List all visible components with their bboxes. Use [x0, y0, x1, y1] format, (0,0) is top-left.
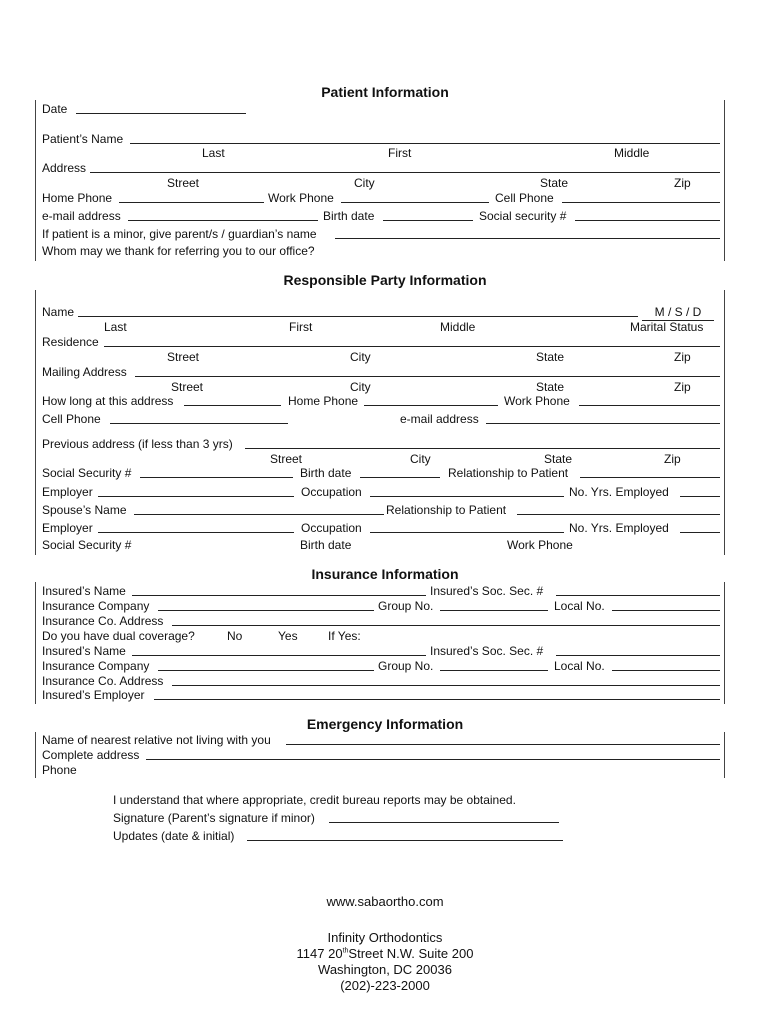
rp-name-part-last: Last	[104, 320, 127, 334]
spouse-occupation-label: Occupation	[301, 521, 362, 535]
previous-part-street: Street	[270, 452, 303, 466]
group2-no-label: Group No.	[378, 659, 434, 673]
name-part-last: Last	[202, 146, 225, 160]
street-rest: Street N.W. Suite 200	[348, 946, 474, 961]
insurance-info-section	[35, 582, 725, 704]
updates-row	[113, 829, 633, 844]
spouse-employer-field[interactable]	[98, 532, 294, 533]
rp-name-part-first: First	[289, 320, 313, 334]
mailing-address-label: Mailing Address	[42, 365, 127, 379]
updates-label: Updates (date & initial)	[113, 829, 235, 843]
address-part-state: State	[540, 176, 569, 190]
rp-employer-label: Employer	[42, 485, 93, 499]
birth-date-label: Birth date	[323, 209, 375, 223]
name-part-middle: Middle	[614, 146, 650, 160]
insured-name-label: Insured’s Name	[42, 584, 126, 598]
complete-address-label: Complete address	[42, 748, 140, 762]
work-phone-field[interactable]	[341, 202, 489, 203]
spouse-years-label: No. Yrs. Employed	[569, 521, 669, 535]
spouse-ssn-label: Social Security #	[42, 538, 132, 552]
street-ordinal: th	[342, 947, 349, 955]
insured2-ssn-field[interactable]	[556, 655, 720, 656]
emergency-info-heading: Emergency Information	[306, 716, 464, 732]
updates-field[interactable]	[247, 840, 563, 841]
previous-part-state: State	[544, 452, 573, 466]
spouse-name-label: Spouse’s Name	[42, 503, 127, 517]
dual-coverage-yes-option[interactable]: Yes	[278, 629, 298, 643]
signature-row	[113, 811, 633, 826]
marital-status-field[interactable]: M / S / D	[642, 305, 714, 321]
ssn-field[interactable]	[575, 220, 720, 221]
date-field[interactable]	[76, 113, 246, 114]
website-link[interactable]: www.sabaortho.com	[326, 894, 444, 909]
ssn-label: Social security #	[479, 209, 567, 223]
rp-ssn-label: Social Security #	[42, 466, 132, 480]
insured2-name-field[interactable]	[132, 655, 426, 656]
residence-part-city: City	[350, 350, 371, 364]
relative-field[interactable]	[286, 744, 720, 745]
signature-label: Signature (Parent’s signature if minor)	[113, 811, 315, 825]
practice-street	[0, 946, 770, 962]
insured-name-field[interactable]	[132, 595, 426, 596]
residence-label: Residence	[42, 335, 99, 349]
rp-years-field[interactable]	[680, 496, 720, 497]
patient-name-field[interactable]	[130, 143, 720, 144]
mailing-part-city: City	[350, 380, 371, 394]
insured-employer-field[interactable]	[154, 699, 720, 700]
previous-part-city: City	[410, 452, 431, 466]
home-phone-label: Home Phone	[42, 191, 113, 205]
residence-part-street: Street	[167, 350, 200, 364]
insured-ssn-label: Insured’s Soc. Sec. #	[430, 584, 544, 598]
how-long-label: How long at this address	[42, 394, 174, 408]
spouse-birth-date-label: Birth date	[300, 538, 352, 552]
insurance-company-label: Insurance Company	[42, 599, 150, 613]
rp-cell-phone-field[interactable]	[110, 423, 288, 424]
spouse-relationship-field[interactable]	[517, 514, 720, 515]
rp-email-label: e-mail address	[400, 412, 479, 426]
insurance2-co-address-label: Insurance Co. Address	[42, 674, 164, 688]
group-no-label: Group No.	[378, 599, 434, 613]
local2-no-label: Local No.	[554, 659, 605, 673]
rp-relationship-field[interactable]	[580, 477, 720, 478]
date-label: Date	[42, 102, 68, 116]
address-field[interactable]	[90, 172, 720, 173]
rp-cell-phone-label: Cell Phone	[42, 412, 101, 426]
home-phone-field[interactable]	[119, 202, 264, 203]
mailing-part-state: State	[536, 380, 565, 394]
spouse-years-field[interactable]	[680, 532, 720, 533]
insured-ssn-field[interactable]	[556, 595, 720, 596]
spouse-work-phone-label: Work Phone	[507, 538, 573, 552]
rp-work-phone-label: Work Phone	[504, 394, 570, 408]
rp-name-field[interactable]	[78, 316, 638, 317]
rp-name-part-middle: Middle	[440, 320, 476, 334]
previous-part-zip: Zip	[664, 452, 681, 466]
rp-years-label: No. Yrs. Employed	[569, 485, 669, 499]
mailing-address-field[interactable]	[135, 376, 720, 377]
insurance-info-heading: Insurance Information	[311, 566, 459, 582]
rp-ssn-field[interactable]	[140, 477, 293, 478]
referral-label: Whom may we thank for referring you to our office?	[42, 244, 315, 258]
insurance-co-address-label: Insurance Co. Address	[42, 614, 164, 628]
mailing-part-zip: Zip	[674, 380, 691, 394]
insurance2-company-field[interactable]	[158, 670, 374, 671]
practice-phone: (202)-223-2000	[340, 978, 430, 993]
local-no-label: Local No.	[554, 599, 605, 613]
credit-consent-label: I understand that where appropriate, credit bureau reports may be obtained.	[113, 793, 516, 807]
local-no-field[interactable]	[612, 610, 720, 611]
complete-address-field[interactable]	[146, 759, 720, 760]
insurance2-co-address-field[interactable]	[172, 685, 720, 686]
if-yes-label: If Yes:	[328, 629, 361, 643]
rp-employer-field[interactable]	[98, 496, 294, 497]
address-part-city: City	[354, 176, 375, 190]
insurance-company-field[interactable]	[158, 610, 374, 611]
address-part-street: Street	[167, 176, 200, 190]
name-part-first: First	[388, 146, 412, 160]
rp-email-field[interactable]	[486, 423, 720, 424]
local2-no-field[interactable]	[612, 670, 720, 671]
rp-relationship-label: Relationship to Patient	[448, 466, 569, 480]
email-field[interactable]	[128, 220, 318, 221]
rp-name-label: Name	[42, 305, 75, 319]
credit-consent-text	[113, 793, 633, 808]
guardian-label: If patient is a minor, give parent/s / guardian’s name	[42, 227, 317, 241]
address-part-zip: Zip	[674, 176, 691, 190]
previous-address-field[interactable]	[245, 448, 720, 449]
rp-home-phone-label: Home Phone	[288, 394, 359, 408]
spouse-relationship-label: Relationship to Patient	[386, 503, 507, 517]
cell-phone-label: Cell Phone	[495, 191, 554, 205]
mailing-part-street: Street	[171, 380, 204, 394]
rp-home-phone-field[interactable]	[364, 405, 498, 406]
rp-birth-date-label: Birth date	[300, 466, 352, 480]
rp-occupation-label: Occupation	[301, 485, 362, 499]
insured2-name-label: Insured’s Name	[42, 644, 126, 658]
responsible-party-section	[35, 290, 725, 555]
residence-part-zip: Zip	[674, 350, 691, 364]
insured-employer-label: Insured’s Employer	[42, 688, 145, 702]
address-label: Address	[42, 161, 87, 175]
spouse-employer-label: Employer	[42, 521, 93, 535]
signature-field[interactable]	[329, 822, 559, 823]
marital-status-label: Marital Status	[630, 320, 704, 334]
patient-info-section	[35, 100, 725, 261]
practice-name: Infinity Orthodontics	[327, 930, 443, 945]
residence-part-state: State	[536, 350, 565, 364]
emergency-info-section	[35, 732, 725, 778]
insurance-co-address-field[interactable]	[172, 625, 720, 626]
insurance2-company-label: Insurance Company	[42, 659, 150, 673]
how-long-field[interactable]	[184, 405, 281, 406]
cell-phone-field[interactable]	[562, 202, 720, 203]
patient-name-label: Patient’s Name	[42, 132, 124, 146]
relative-label: Name of nearest relative not living with you	[42, 733, 271, 747]
group-no-field[interactable]	[440, 610, 548, 611]
spouse-occupation-field[interactable]	[370, 532, 564, 533]
emergency-phone-label: Phone	[42, 763, 77, 777]
street-number: 1147 20	[296, 946, 343, 961]
spouse-name-field[interactable]	[134, 514, 384, 515]
previous-address-label: Previous address (if less than 3 yrs)	[42, 437, 233, 451]
patient-info-heading: Patient Information	[321, 84, 449, 100]
responsible-party-heading: Responsible Party Information	[283, 272, 487, 288]
residence-field[interactable]	[104, 346, 720, 347]
work-phone-label: Work Phone	[268, 191, 334, 205]
rp-occupation-field[interactable]	[370, 496, 564, 497]
email-label: e-mail address	[42, 209, 121, 223]
rp-birth-date-field[interactable]	[360, 477, 440, 478]
group2-no-field[interactable]	[440, 670, 548, 671]
guardian-field[interactable]	[335, 238, 720, 239]
rp-work-phone-field[interactable]	[579, 405, 720, 406]
birth-date-field[interactable]	[383, 220, 473, 221]
dual-coverage-label: Do you have dual coverage?	[42, 629, 195, 643]
insured2-ssn-label: Insured’s Soc. Sec. #	[430, 644, 544, 658]
dual-coverage-no-option[interactable]: No	[227, 629, 243, 643]
practice-city: Washington, DC 20036	[318, 962, 452, 977]
